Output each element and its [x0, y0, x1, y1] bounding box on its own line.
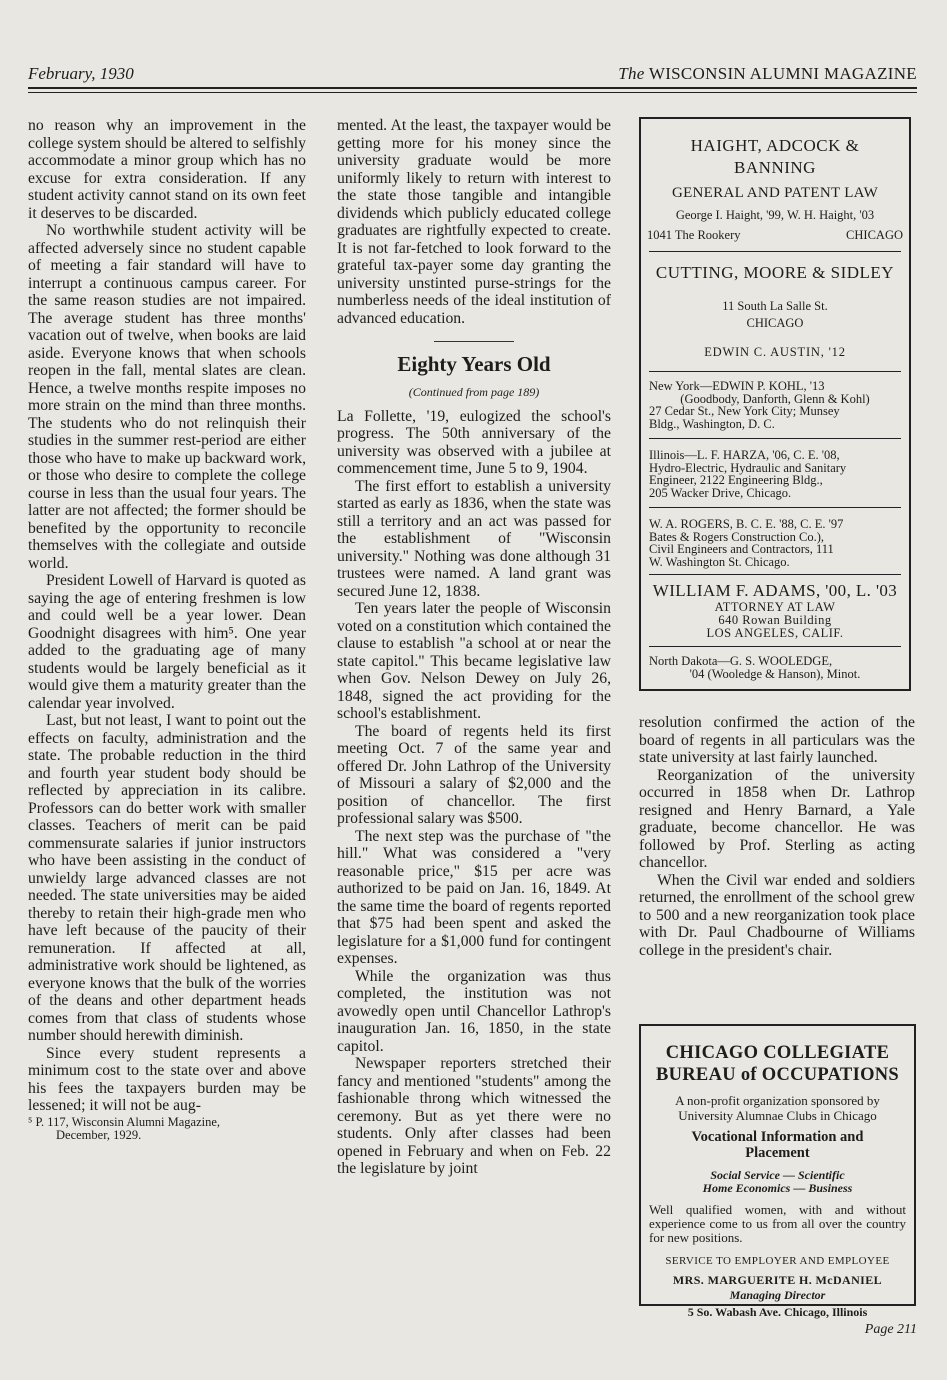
ad-divider — [649, 574, 901, 575]
firm-name: BANNING — [734, 158, 816, 177]
firm-name: HAIGHT, ADCOCK & — [690, 136, 860, 155]
practice-area: GENERAL AND PATENT LAW — [671, 185, 879, 201]
ad-wooledge — [643, 651, 907, 680]
ad-line: Hydro-Electric, Hydraulic and Sanitary — [649, 460, 847, 475]
address: 11 South La Salle St. — [722, 299, 828, 313]
footnote — [28, 1116, 306, 1142]
paragraph: No worthwhile student activity will be affected adversely since no student capable of meeting a fair standard will have to interrupt a continuous campus career. For the same reason studies are not impaired. The average student has three months' vacation out of twelve, when books are laid aside. Everyone knows that when schools reopen in the fall, mental slates are clean. Hence, a twelve months respite imposes no more strain on the mind than three months. The students who do not relinquish their studies in the summer rest-period are either those who have to make up backward work, or those who desire to complete the college course in less than the usual four years. The latter are not affected; the former should be benefited by the opportunity to reconcile themselves with the collegiate and outside world. — [28, 222, 306, 572]
bureau-body: Well qualified women, with and without experience come to us from all over the country for new positions. — [649, 1202, 906, 1245]
bureau-service: SERVICE TO EMPLOYER AND EMPLOYEE — [665, 1255, 890, 1267]
ad-line: (Goodbody, Danforth, Glenn & Kohl) — [680, 391, 870, 406]
member: EDWIN C. AUSTIN, '12 — [704, 345, 846, 359]
address-row — [643, 228, 907, 243]
section-title: Eighty Years Old — [397, 352, 551, 376]
paragraph: Since every student represents a minimum cost to the state over and above his fees the taxpayers burden may be lessened; it will not be aug- — [28, 1044, 306, 1114]
ad-divider — [649, 438, 901, 439]
city: CHICAGO — [846, 228, 903, 242]
paragraph: Newspaper reporters stretched their fancy and mentioned "students" among the fashionable throng which witnessed the ceremony. But as yet there were no students. Only after classes had been opened in February and when on Feb. 22 the legislature by joint — [337, 1055, 611, 1177]
ad-line: Illinois—L. F. HARZA, '06, C. E. '08, — [649, 448, 840, 462]
ad-harza — [643, 443, 907, 499]
bureau-address: 5 So. Wabash Ave. Chicago, Illinois — [687, 1305, 868, 1319]
bureau-heading: Placement — [745, 1145, 810, 1161]
ad-adams — [643, 581, 907, 640]
header-rule — [28, 87, 917, 89]
paragraph: When the Civil war ended and soldiers returned, the enrollment of the school grew to 500 and a new reorganization took place with Dr. Paul Chadbourne of Williams college in the president's chair. — [639, 871, 915, 959]
ad-cutting — [643, 256, 907, 361]
ad-line: 640 Rowan Building — [718, 613, 832, 627]
paragraph: no reason why an improvement in the college system should be altered to selfishly accommodate a minor group which has no excuse for extra consideration. If any student activity cannot stand on its own feet it deserves to be discarded. — [28, 117, 306, 222]
ad-divider — [649, 251, 901, 252]
footnote-line: December, 1929. — [56, 1127, 142, 1142]
magazine-title — [618, 64, 917, 84]
footnote-line: ⁵ P. 117, Wisconsin Alumni Magazine, — [28, 1114, 221, 1129]
professional-directory — [639, 117, 911, 691]
column-3 — [639, 714, 915, 959]
ad-line: W. A. ROGERS, B. C. E. '88, C. E. '97 — [649, 517, 844, 531]
city: CHICAGO — [746, 316, 804, 330]
bureau-director-title: Managing Director — [729, 1288, 826, 1302]
ad-haight — [643, 119, 907, 243]
bureau-description: A non-profit organization sponsored by University Alumnae Clubs in Chicago — [675, 1093, 880, 1123]
bureau-director: MRS. MARGUERITE H. McDANIEL — [672, 1273, 883, 1287]
paragraph: The board of regents held its first meeting Oct. 7 of the same year and offered Dr. John Lathrop of the University of Missouri a salary of $2,000 and the position of chancellor. The first professional salary was $500. — [337, 722, 611, 827]
paragraph: Last, but not least, I want to point out the effects on faculty, administration and the state. The probable reduction in the third and fourth year student body should be reflected by appreciation in its calibre. Professors can do better work with smaller classes. Teachers of merit can be paid commensurate salaries if junior instructors who have been assisting in the conduct of unwieldy large advanced classes are not needed. The state universities may be aided thereby to retain their high-grade men who have left because of the paucity of their remuneration. If affected at all, administrative work should be lightened, as everyone knows that the bulk of the worries of the deans and other department heads comes from that class of students whose number should herewith diminish. — [28, 712, 306, 1044]
column-2 — [337, 117, 611, 1178]
column-1 — [28, 117, 306, 1142]
ad-divider — [649, 646, 901, 647]
paragraph: The next step was the purchase of "the hill." What was considered a "very reasonable price," $15 per acre was authorized to be paid on Jan. 16, 1849. At the same time the board of regents reported that $75 had been spent and asked the legislature for a $1,000 fund for contingent expenses. — [337, 827, 611, 967]
ad-kohl — [643, 376, 907, 430]
paragraph: mented. At the least, the taxpayer would be getting more for his money since the university graduate would be more uniformly likely to return with interest to the state those tangible and intangible dividends which publicly educated college graduates are rightfully expected to create. It is not far-fetched to look forward to the grateful tax-payer some day granting the university unstinted purse-strings for the numberless needs of the ideal institution of advanced education. — [337, 117, 611, 327]
paragraph: Reorganization of the university occurred in 1858 when Dr. Lathrop resigned and Henry Barnard, a Yale graduate, become chancellor. He was followed by Prof. Sterling as acting chancellor. — [639, 766, 915, 871]
header-rule-thin — [28, 92, 917, 93]
ad-line: 27 Cedar St., New York City; Munsey — [649, 404, 840, 418]
ad-line: '04 (Wooledge & Hanson), Minot. — [689, 666, 861, 681]
page-number: Page 211 — [864, 1322, 917, 1337]
section-divider — [434, 341, 514, 342]
paragraph: La Follette, '19, eulogized the school's progress. The 50th anniversary of the university was observed with a jubilee at commencement time, June 5 to 9, 1904. — [337, 407, 611, 477]
ad-divider — [649, 371, 901, 372]
bureau-fields: Social Service — Scientific — [710, 1168, 845, 1182]
partners: George I. Haight, '99, W. H. Haight, '03 — [675, 208, 875, 222]
bureau-title: CHICAGO COLLEGIATE — [665, 1043, 890, 1063]
issue-date: February, 1930 — [28, 64, 134, 83]
ad-line: ATTORNEY AT LAW — [714, 600, 836, 614]
paragraph: While the organization was thus completed, the institution was not avowedly open until Chancellor Lathrop's inauguration Jan. 16, 1850, in the state capitol. — [337, 967, 611, 1055]
firm-name: WILLIAM F. ADAMS, '00, L. '03 — [652, 581, 898, 600]
paragraph: resolution confirmed the action of the board of regents in all particulars was the state university at last fairly launched. — [639, 714, 915, 766]
firm-name: CUTTING, MOORE & SIDLEY — [655, 263, 895, 282]
address: 1041 The Rookery — [647, 228, 741, 242]
magazine-title-the: The — [618, 64, 645, 83]
ad-line: Engineer, 2122 Engineering Bldg., — [649, 473, 823, 487]
paragraph: President Lowell of Harvard is quoted as saying the age of entering freshmen is low and could well be a year lower. Dean Goodnight disagrees with him⁵. One year added to the graduating age of many students would be largely beneficial as it would give them a maturity greater than the calendar year involved. — [28, 572, 306, 712]
ad-line: W. Washington St. Chicago. — [649, 554, 790, 569]
magazine-title-name: WISCONSIN ALUMNI MAGAZINE — [648, 64, 917, 83]
ad-divider — [649, 507, 901, 508]
bureau-heading: Vocational Information and — [691, 1129, 864, 1145]
bureau-fields: Home Economics — Business — [702, 1181, 853, 1195]
ad-rogers — [643, 512, 907, 568]
ad-line: LOS ANGELES, CALIF. — [706, 626, 844, 640]
bureau-advertisement — [639, 1024, 916, 1319]
ad-line: North Dakota—G. S. WOOLEDGE, — [649, 654, 833, 668]
ad-line: Bldg., Washington, D. C. — [649, 416, 775, 431]
paragraph: The first effort to establish a university started as early as 1836, when the state was still a territory and an act was passed for the establishment of "Wisconsin university." Nothing was done although 31 trustees were named. A land grant was secured June 12, 1838. — [337, 477, 611, 600]
ad-line: New York—EDWIN P. KOHL, '13 — [649, 379, 825, 393]
paragraph: Ten years later the people of Wisconsin voted on a constitution which contained the clause to establish "a school at or near the state capitol." This became legislative law when Gov. Nelson Dewey on July 26, 1848, signed the act providing for the school's establishment. — [337, 600, 611, 722]
section-continuation-note: (Continued from page 189) — [408, 385, 540, 399]
ad-line: Bates & Rogers Construction Co.), — [649, 529, 824, 544]
ad-line: 205 Wacker Drive, Chicago. — [649, 485, 792, 500]
bureau-title: BUREAU of OCCUPATIONS — [655, 1065, 900, 1085]
ad-line: Civil Engineers and Contractors, 111 — [649, 542, 834, 556]
